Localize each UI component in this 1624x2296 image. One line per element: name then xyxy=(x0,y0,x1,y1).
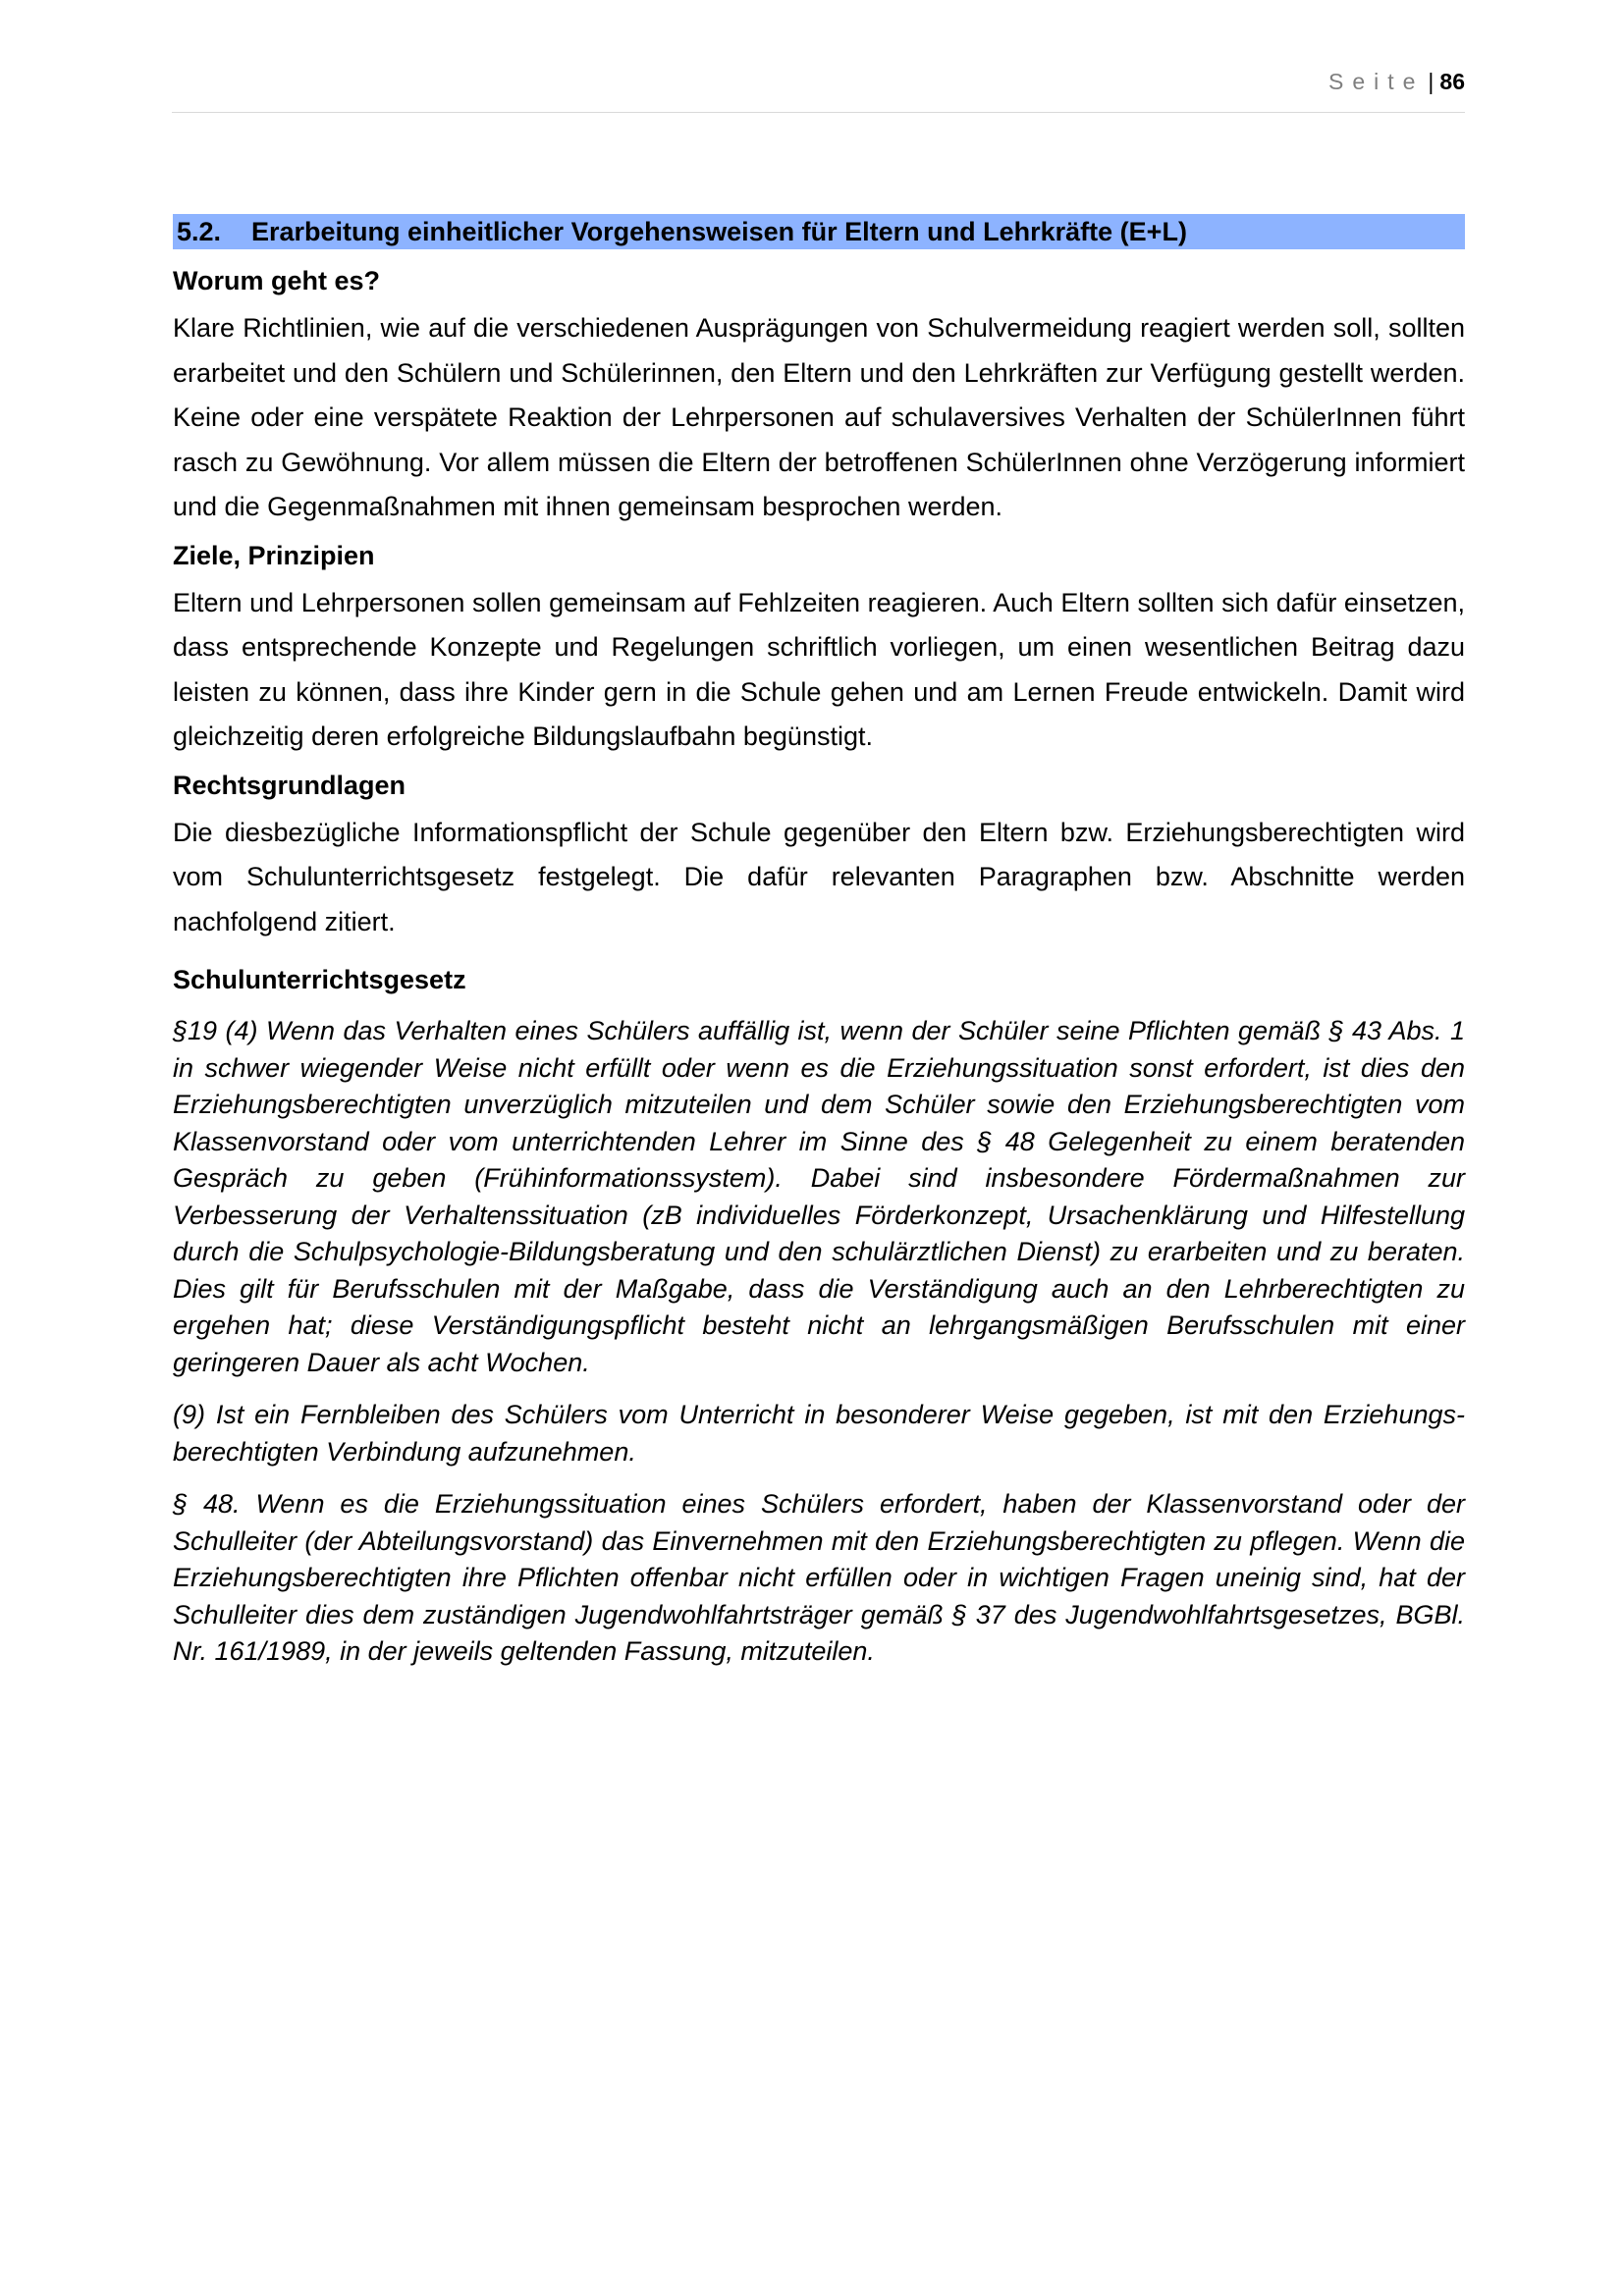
paragraph-ziele: Eltern und Lehrpersonen sollen gemeinsam auf Fehlzeiten reagieren. Auch Eltern sollten sich dafür einsetzen, dass entsprechende Konzepte und Regelungen schriftlich vorliegen, um einen wesentlichen Beitrag dazu leisten zu können, dass ihre Kinder gern in die Schule gehen und am Lernen Freude entwickeln. Damit wird gleichzeitig deren erfolgreiche Bildungslaufbahn begünstigt. xyxy=(173,587,1465,751)
law-quote-9: (9) Ist ein Fernbleiben des Schülers vom Unterricht in besonderer Weise gegeben, ist mit den Erziehungsberechtigten Verbindung aufzunehmen. xyxy=(173,1400,1465,1467)
law-quote-19-4: §19 (4) Wenn das Verhalten eines Schülers auffällig ist, wenn der Schüler seine Pflichten gemäß § 43 Abs. 1 in schwer wiegender Weise nicht erfüllt oder wenn es die Erziehungssituation sonst erfordert, ist dies den Erziehungsberechtigten unverzüglich mitzuteilen und dem Schüler sowie den Erziehungsberechtigten vom Klassenvorstand oder vom unterrichtenden Lehrer im Sinne des § 48 Gelegenheit zu einem beratenden Gespräch zu geben (Frühinformationssystem). Dabei sind insbesondere Fördermaßnahmen zur Verbesserung der Verhaltenssituation (zB individuelles Förderkonzept, Ursachenklärung und Hilfestellung durch die Schulpsychologie-Bildungsberatung und den schulärztlichen Dienst) zu erarbeiten und zu beraten. Dies gilt für Berufsschulen mit der Maßgabe, dass die Verständigung auch an den Lehrberechtigten zu ergehen hat; diese Verständigungspflicht besteht nicht an lehrgangsmäßigen Berufsschulen mit einer geringeren Dauer als acht Wochen. xyxy=(173,1016,1465,1377)
subheading-law: Schulunterrichtsgesetz xyxy=(173,965,466,994)
page-separator: | xyxy=(1428,69,1435,94)
section-number: 5.2. xyxy=(177,217,222,246)
section-heading xyxy=(173,214,1465,249)
subheading-worum: Worum geht es? xyxy=(173,266,381,295)
paragraph-worum: Klare Richtlinien, wie auf die verschiedenen Ausprägungen von Schulvermeidung reagiert werden soll, sollten erarbeitet und den Schülern und Schülerinnen, den Eltern und den Lehrkräften zur Verfügung gestellt werden. Keine oder eine verspätete Reaktion der Lehrpersonen auf schulaversives Verhalten der SchülerInnen führt rasch zu Gewöhnung. Vor allem müssen die Eltern der betroffenen SchülerInnen ohne Verzögerung informiert und die Gegenmaßnahmen mit ihnen gemeinsam besprochen werden. xyxy=(173,313,1465,521)
subheading-ziele: Ziele, Prinzipien xyxy=(173,540,375,570)
document-body xyxy=(173,214,1465,1686)
page-number-label xyxy=(1328,68,1465,95)
section-title: Erarbeitung einheitlicher Vorgehensweisen für Eltern und Lehrkräfte (E+L) xyxy=(251,217,1187,246)
subheading-recht: Rechtsgrundlagen xyxy=(173,770,406,800)
law-quote-48: § 48. Wenn es die Erziehungssituation eines Schülers erfordert, haben der Klassenvorstand oder der Schulleiter (der Abteilungsvorstand) das Einvernehmen mit den Erziehungsberechtigten zu pflegen. Wenn die Erziehungsberechtigten ihre Pflichten offenbar nicht erfüllen oder in wichtigen Fragen uneinig sind, hat der Schulleiter dies dem zuständigen Jugendwohlfahrtsträger gemäß § 37 des Jugendwohlfahrtsgesetzes, BGBl. Nr. 161/1989, in der jeweils geltenden Fassung, mitzuteilen. xyxy=(173,1489,1465,1666)
page-number: 86 xyxy=(1439,69,1465,94)
paragraph-recht: Die diesbezügliche Informationspflicht der Schule gegenüber den Eltern bzw. Erziehungsberechtigten wird vom Schulunterrichtsgesetz festgelegt. Die dafür relevanten Paragraphen bzw. Abschnitte werden nachfolgend zitiert. xyxy=(173,817,1465,936)
page-word: Seite xyxy=(1327,69,1425,94)
page-header xyxy=(172,63,1465,113)
